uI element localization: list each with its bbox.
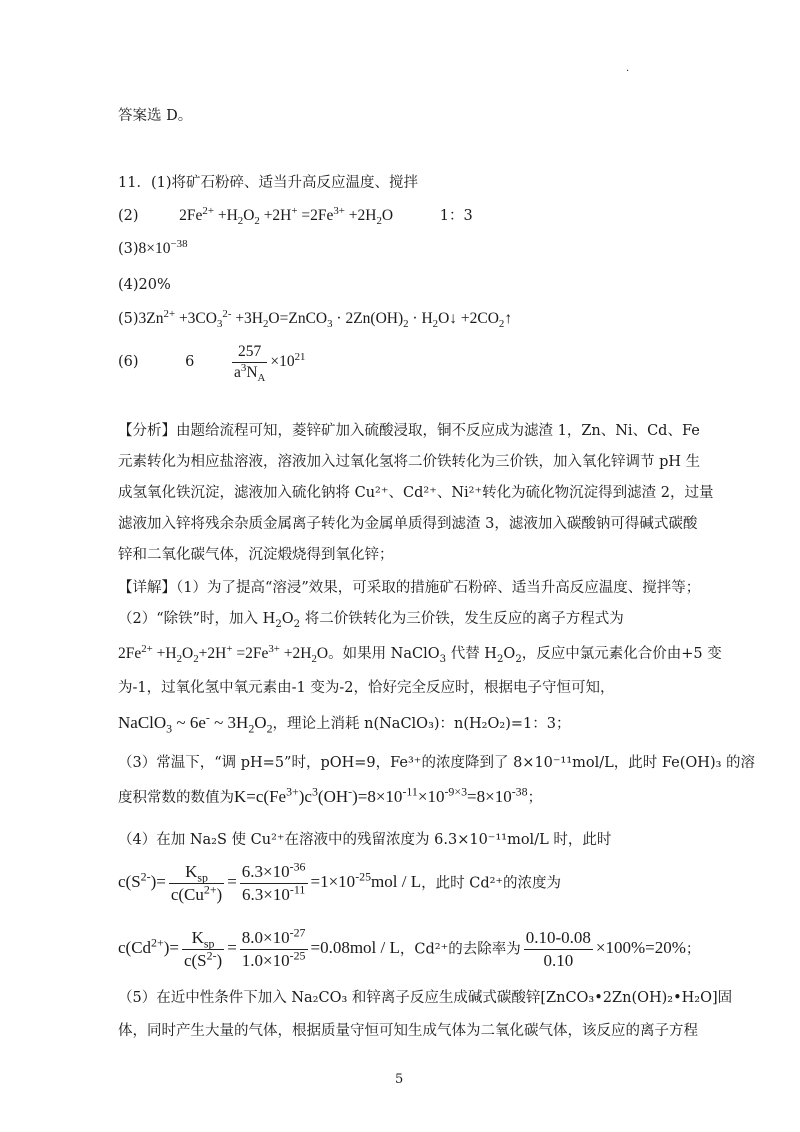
detail-ksp-equation: $K=c(Fe^{3+})c^3(OH^-)=8\times 10^{-11}\times 10^{-9\times 3}=8\times 10^{-38}$	[234, 784, 528, 806]
detail-line-12: 体，同时产生大量的气体，根据质量守恒可知生成气体为二氧化碳气体，该反应的离子方程	[118, 1023, 698, 1039]
detail-removal-rate: $\frac{0.10-0.08}{0.10}$ ×100%=20%	[525, 928, 686, 970]
detail-p3-c: O	[503, 646, 516, 662]
q11-part5-equation: $3Zn^{2+} +3CO_3^{2-}$ $+3H_2O=ZnCO_3 \cdot 2Zn(OH)_2$ · $H_2O↓$ $+2CO_2↑$	[138, 307, 513, 331]
q11-part5-num: (5)	[118, 311, 139, 327]
detail-electron-relation: NaClO$_3$ ~ 6e- ~ $3H_2O_2$	[118, 710, 273, 736]
detail-line-3: $2Fe^{2+} +H_2O_2+2H^+ =2Fe^{3+} +2H_2O$。如果用 NaClO$_3$ 代替 $H_2O_2$，反应中氯元素化合价由+5 变	[118, 642, 722, 666]
q11-part2-ratio: 1：3	[439, 208, 473, 224]
q11-part6	[118, 343, 306, 385]
q11-part3-value: $8\times 10^{-38}$	[138, 237, 188, 257]
q11-part1-prefix: 11．(1)	[118, 175, 172, 191]
detail-line-1	[118, 576, 700, 597]
detail-p1: （1）为了提高“溶浸”效果，可采取的措施矿石粉碎、适当升高反应温度、搅拌等；	[176, 580, 701, 596]
detail-p3-a: 。如果用 NaClO	[328, 646, 440, 662]
analysis-line-3: 成氢氧化铁沉淀，滤液加入硫化钠将 Cu²⁺、Cd²⁺、Ni²⁺转化为硫化物沉淀得到滤渣 2，过量	[118, 485, 714, 501]
analysis-line-5: 锌和二氧化碳气体，沉淀煅烧得到氧化锌；	[118, 547, 394, 563]
q11-part3-num: (3)	[118, 241, 139, 257]
detail-line-5	[118, 710, 571, 736]
analysis-text-1: 由题给流程可知，菱锌矿加入硫酸浸取，铜不反应成为滤渣 1，Zn、Ni、Cd、Fe	[176, 423, 700, 439]
q11-part3	[118, 237, 188, 258]
detail-p7-a: 度积常数的数值为	[118, 790, 234, 806]
q11-part6-value: 6	[185, 354, 195, 371]
detail-p9-tail: ，此时 Cd²⁺的浓度为	[421, 875, 562, 892]
analysis-line-2: 元素转化为相应盐溶液，溶液加入过氧化氢将二价铁转化为三价铁，加入氧化锌调节 pH 生	[118, 454, 701, 470]
analysis-line-4: 滤液加入锌将残余杂质金属离子转化为金属单质得到滤渣 3，滤液加入碳酸钠可得碱式碳酸	[118, 516, 698, 532]
page-number: 5	[395, 1072, 404, 1087]
q11-part6-num: (6)	[118, 354, 139, 371]
detail-line-11: （5）在近中性条件下加入 Na₂CO₃ 和锌离子反应生成碱式碳酸锌[ZnCO₃•2Zn(OH)₂•H₂O]固	[118, 990, 733, 1006]
detail-p2-b: O	[281, 611, 294, 627]
q11-part2	[118, 204, 473, 228]
detail-line-6: （3）常温下，“调 pH=5”时，pOH=9，Fe³⁺的浓度降到了 8×10⁻¹¹mol/L，此时 Fe(OH)₃ 的溶	[118, 755, 756, 771]
q11-part1-text: 将矿石粉碎、适当升高反应温度、搅拌	[171, 175, 418, 191]
q11-part1	[118, 171, 418, 192]
analysis-line-1	[118, 419, 700, 440]
detail-label: 【详解】	[118, 580, 176, 596]
detail-line-10: $c(Cd^{2+})=$ $\frac{K_{sp}}{c(S^{2-})}$ = $\frac{8.0\times 10^{-27}}{1.0\times 10^{-25}}$ =0.08mol / L，Cd²⁺的去除率为 $\frac{0.10-0.08}{0.10}$ ×100%=20%；	[118, 925, 701, 970]
detail-line-7: 度积常数的数值为$K=c(Fe^{3+})c^3(OH^-)=8\times 10^{-11}\times 10^{-9\times 3}=8\times 10^{-38}$；	[118, 784, 543, 806]
detail-line-9	[118, 859, 562, 905]
detail-line-8: （4）在加 Na₂S 使 Cu²⁺在溶液中的残留浓度为 6.3×10⁻¹¹mol/L 时，此时	[118, 832, 612, 848]
detail-p3-d: ，反应中氯元素化合价由+5 变	[521, 646, 722, 662]
detail-cadmium-equation: $c(Cd^{2+})=$ $\frac{K_{sp}}{c(S^{2-})}$ = $\frac{8.0\times 10^{-27}}{1.0\times 10^{-25}}$ =0.08mol / L	[118, 925, 400, 970]
detail-sulfide-equation: $c(S^{2-})=$ $\frac{K_{sp}}{c(Cu^{2+})}$ = $\frac{6.3\times 10^{-36}}{6.3\times 10^{-11}}$ $=1\times 10^{-25}mol / L$	[118, 859, 422, 904]
detail-p2-a: （2）“除铁”时，加入 H	[118, 611, 276, 627]
detail-p5-tail: ，理论上消耗 n(NaClO₃)：n(H₂O₂)=1：3；	[272, 716, 571, 732]
answer-line: 答案选 D。	[118, 108, 193, 124]
detail-p10-mid: ，Cd²⁺的去除率为	[399, 941, 521, 958]
detail-equation-fe: $2Fe^{2+} +H_2O_2+2H^+ =2Fe^{3+} +2H_2O$	[118, 642, 329, 666]
q11-part2-equation: $2Fe^{2+} +H_2O_2 +2H^+ =2Fe^{3+} +2H_2O$	[179, 204, 394, 228]
detail-p3-b: 代替 H	[450, 646, 497, 662]
q11-part5	[118, 307, 513, 331]
detail-line-4: 为-1，过氧化氢中氧元素由-1 变为-2，恰好完全反应时，根据电子守恒可知，	[118, 680, 615, 696]
q11-part4: (4)20%	[118, 277, 171, 293]
q11-part2-num: (2)	[118, 208, 139, 224]
top-dot: .	[626, 63, 630, 74]
detail-line-2: （2）“除铁”时，加入 $H_2O_2$ 将二价铁转化为三价铁，发生反应的离子方程式为	[118, 611, 624, 630]
q11-part6-expression: $\frac{257}{a^3N_A}$ $\times 10^{21}$	[234, 343, 306, 385]
detail-p2-c: 将二价铁转化为三价铁，发生反应的离子方程式为	[304, 611, 624, 627]
analysis-label: 【分析】	[118, 423, 176, 439]
